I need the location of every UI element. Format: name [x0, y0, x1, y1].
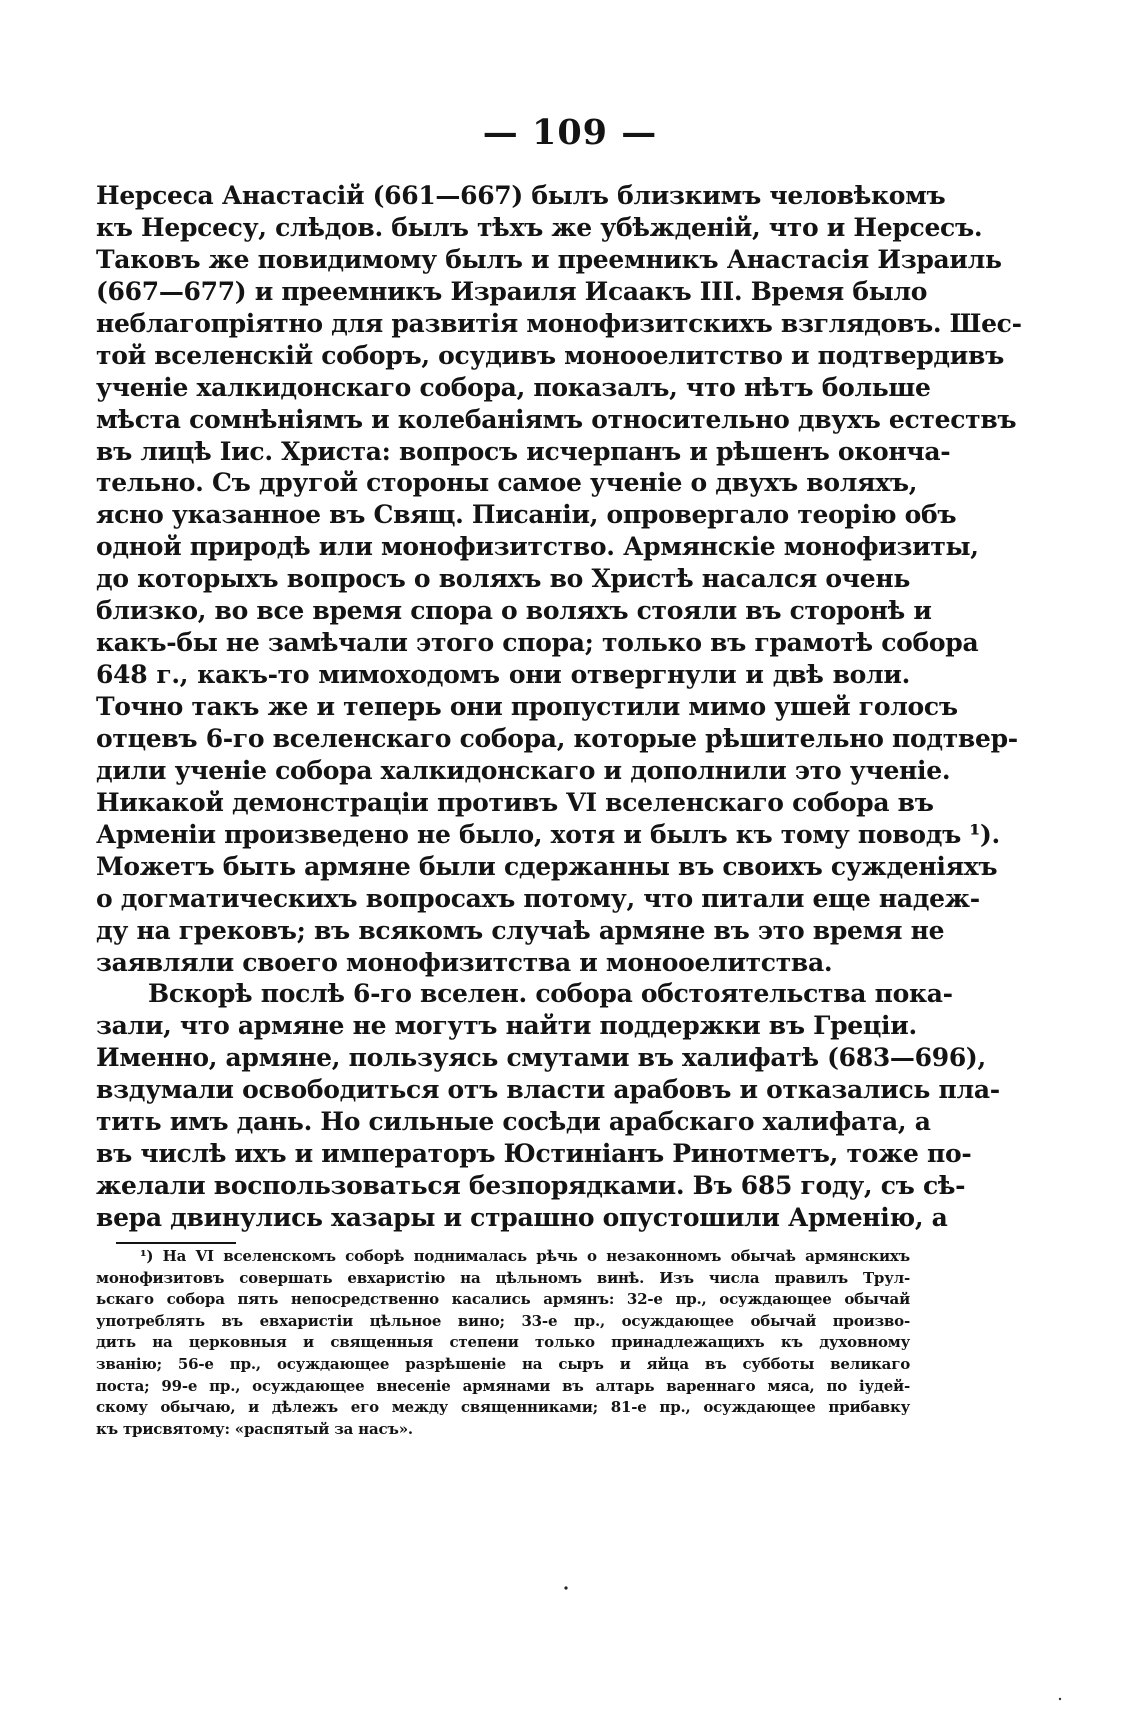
body-line: Точно такъ же и теперь они пропустили мимо ушей голосъ [96, 692, 958, 721]
footnote-line: употреблять въ евхаристіи цѣльное вино; 33-е пр., осуждающее обычай произво- [96, 1311, 910, 1330]
body-line: Никакой демонстраціи противъ VI вселенскаго собора въ [96, 787, 934, 817]
footnote-line: къ трисвятому: «распятый за насъ». [96, 1419, 413, 1438]
body-line: заявляли своего монофизитства и монооелитства. [96, 947, 833, 977]
body-line: отцевъ 6-го вселенскаго собора, которые рѣшительно подтвер- [96, 723, 1018, 753]
footnote-line: монофизитовъ совершать евхаристію на цѣльномъ винѣ. Изъ числа правилъ Трул- [96, 1268, 910, 1287]
body-line: тить имъ дань. Но сильные сосѣди арабскаго халифата, а [96, 1107, 931, 1137]
footnote-line: поста; 99-е пр., осуждающее внесеніе армянами въ алтарь вареннаго мяса, по іудей- [96, 1376, 910, 1395]
body-line: до которыхъ вопросъ о воляхъ во Христѣ насался очень [96, 564, 910, 594]
body-line: 648 г., какъ-то мимоходомъ они отвергнули и двѣ воли. [96, 660, 910, 690]
body-line: той вселенскій соборъ, осудивъ монооелитство и подтвердивъ [96, 340, 1004, 370]
body-line: Нерсеса Анастасій (661—667) былъ близкимъ человѣкомъ [96, 181, 946, 210]
body-line: дили ученіе собора халкидонскаго и дополнили это ученіе. [96, 755, 951, 785]
body-line: Именно, армяне, пользуясь смутами въ халифатѣ (683—696), [96, 1043, 986, 1073]
body-line: Вскорѣ послѣ 6-го вселен. собора обстоятельства пока- [148, 979, 953, 1009]
footnote-line: званію; 56-е пр., осуждающее разрѣшеніе на сыръ и яйца въ субботы великаго [96, 1354, 910, 1373]
body-line: вздумали освободиться отъ власти арабовъ и отказались пла- [96, 1075, 1000, 1105]
footnote-line: ьскаго собора пять непосредственно касались армянъ: 32-е пр., осуждающее обычай [96, 1290, 910, 1309]
body-line: Можетъ быть армяне были сдержанны въ своихъ сужденіяхъ [96, 851, 998, 881]
body-line: къ Нерсесу, слѣдов. былъ тѣхъ же убѣжденій, что и Нерсесъ. [96, 212, 983, 242]
page-number: — 109 — [482, 112, 658, 153]
body-line: мѣста сомнѣніямъ и колебаніямъ относительно двухъ естествъ [96, 404, 1017, 434]
body-line: въ числѣ ихъ и императоръ Юстиніанъ Ринотметъ, тоже по- [96, 1139, 972, 1169]
body-line: о догматическихъ вопросахъ потому, что питали еще надеж- [96, 883, 980, 913]
body-line: ученіе халкидонскаго собора, показалъ, что нѣтъ больше [96, 372, 931, 402]
ink-speck [1059, 1698, 1061, 1700]
body-line: Таковъ же повидимому былъ и преемникъ Анастасія Израиль [96, 244, 1002, 274]
body-line: вера двинулись хазары и страшно опустошили Арменію, а [96, 1203, 948, 1232]
body-line: желали воспользоваться безпорядками. Въ 685 году, съ сѣ- [96, 1171, 966, 1201]
body-line: близко, во все время спора о воляхъ стояли въ сторонѣ и [96, 596, 932, 626]
body-line: неблагопріятно для развитія монофизитскихъ взглядовъ. Шес- [96, 308, 1022, 338]
body-line: ясно указанное въ Свящ. Писаніи, опровергало теорію объ [96, 500, 957, 530]
body-line: въ лицѣ Іис. Христа: вопросъ исчерпанъ и рѣшенъ оконча- [96, 436, 951, 466]
body-line: одной природѣ или монофизитство. Армянскіе монофизиты, [96, 532, 979, 562]
ink-speck [564, 1586, 567, 1589]
footnote-line: дить на церковныя и священныя степени только принадлежащихъ къ духовному [96, 1333, 910, 1352]
footnote-line: ¹) На VI вселенскомъ соборѣ поднималась рѣчь о незаконномъ обычаѣ армянскихъ [140, 1247, 910, 1265]
footnote-line: скому обычаю, и дѣлежъ его между священниками; 81-е пр., осуждающее прибавку [96, 1398, 910, 1417]
body-line: ду на грековъ; въ всякомъ случаѣ армяне въ это время не [96, 915, 945, 945]
body-line: зали, что армяне не могутъ найти поддержки въ Греціи. [96, 1011, 917, 1041]
body-line: (667—677) и преемникъ Израиля Исаакъ III. Время было [96, 276, 928, 306]
body-line: какъ-бы не замѣчали этого спора; только въ грамотѣ собора [96, 628, 979, 658]
body-line: Арменіи произведено не было, хотя и былъ къ тому поводъ ¹). [96, 819, 1000, 849]
body-line: тельно. Съ другой стороны самое ученіе о двухъ воляхъ, [96, 468, 918, 498]
